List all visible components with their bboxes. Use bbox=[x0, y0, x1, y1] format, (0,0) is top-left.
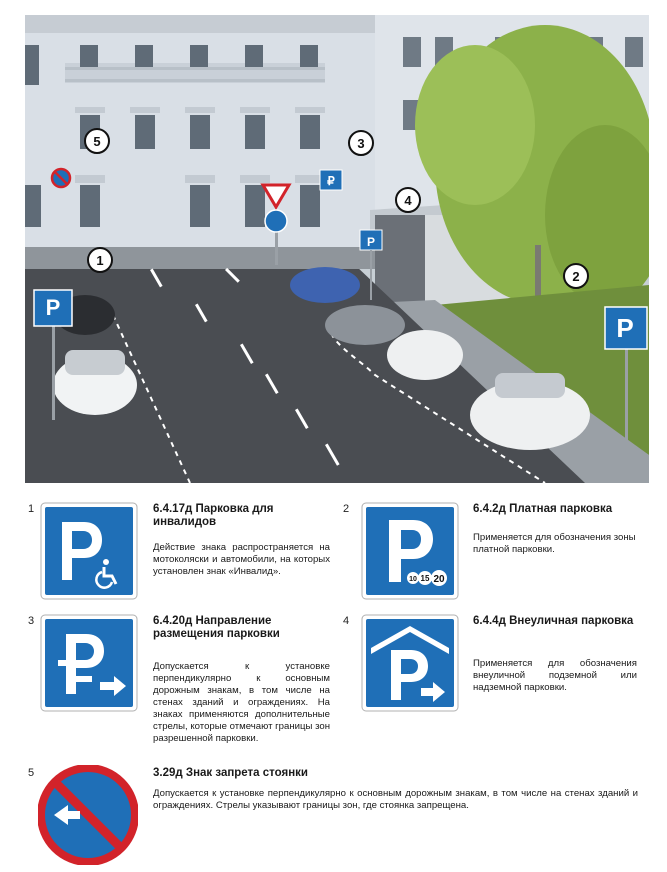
description-5: Допускается к установке перпендикулярно к основным дорожным знакам, в том числе на стенах зданий и ограждениях. Стрелы указывают границы зон, где стоянка запрещена. bbox=[153, 788, 638, 811]
svg-text:P: P bbox=[616, 313, 634, 343]
description-1: Действие знака распространяется на мотоколяски и автомобили, на которых установлен знак «Инвалид». bbox=[153, 542, 330, 577]
callout-2: 2 bbox=[563, 263, 589, 289]
item-number-2: 2 bbox=[343, 503, 350, 515]
title-3: 6.4.20д Направление размещения парковки bbox=[153, 615, 280, 640]
street-scene-svg bbox=[25, 15, 649, 483]
item-number-5: 5 bbox=[28, 767, 35, 779]
coin-10: 10 bbox=[409, 576, 417, 583]
title-2: 6.4.2д Платная парковка bbox=[473, 503, 613, 515]
svg-text:P: P bbox=[366, 235, 376, 249]
sign-parking-direction-icon bbox=[40, 614, 138, 712]
item-number-4: 4 bbox=[343, 615, 350, 627]
svg-text:P: P bbox=[45, 295, 61, 320]
callout-1: 1 bbox=[87, 247, 113, 273]
description-4: Применяется для обозначения внеуличной подземной или надземной парковки. bbox=[473, 658, 637, 693]
title-1: 6.4.17д Парковка для инвалидов bbox=[153, 503, 274, 528]
sign-parking-disabled-icon bbox=[40, 502, 138, 600]
item-number-1: 1 bbox=[28, 503, 35, 515]
sign-parking-offstreet-icon bbox=[361, 614, 459, 712]
sign-parking-paid-icon bbox=[361, 502, 459, 600]
sign-no-parking-icon bbox=[38, 765, 138, 865]
svg-text:₽: ₽ bbox=[327, 174, 335, 188]
callout-4: 4 bbox=[395, 187, 421, 213]
title-5: 3.29д Знак запрета стоянки bbox=[153, 767, 309, 779]
coin-20: 20 bbox=[433, 574, 445, 585]
callout-5: 5 bbox=[84, 128, 110, 154]
title-4: 6.4.4д Внеуличная парковка bbox=[473, 615, 634, 627]
description-3: Допускается к установке перпендикулярно к основным дорожным знакам, в том числе на стенах зданий и ограждениях. На знаках применяются дополнительные стрелы, которые отмечают границы зон разрешенной парковки. bbox=[153, 661, 330, 744]
coin-15: 15 bbox=[420, 574, 430, 583]
street-scene-illustration bbox=[25, 15, 649, 483]
item-number-3: 3 bbox=[28, 615, 35, 627]
description-2: Применяется для обозначения зоны платной парковки. bbox=[473, 532, 636, 555]
callout-3: 3 bbox=[348, 130, 374, 156]
